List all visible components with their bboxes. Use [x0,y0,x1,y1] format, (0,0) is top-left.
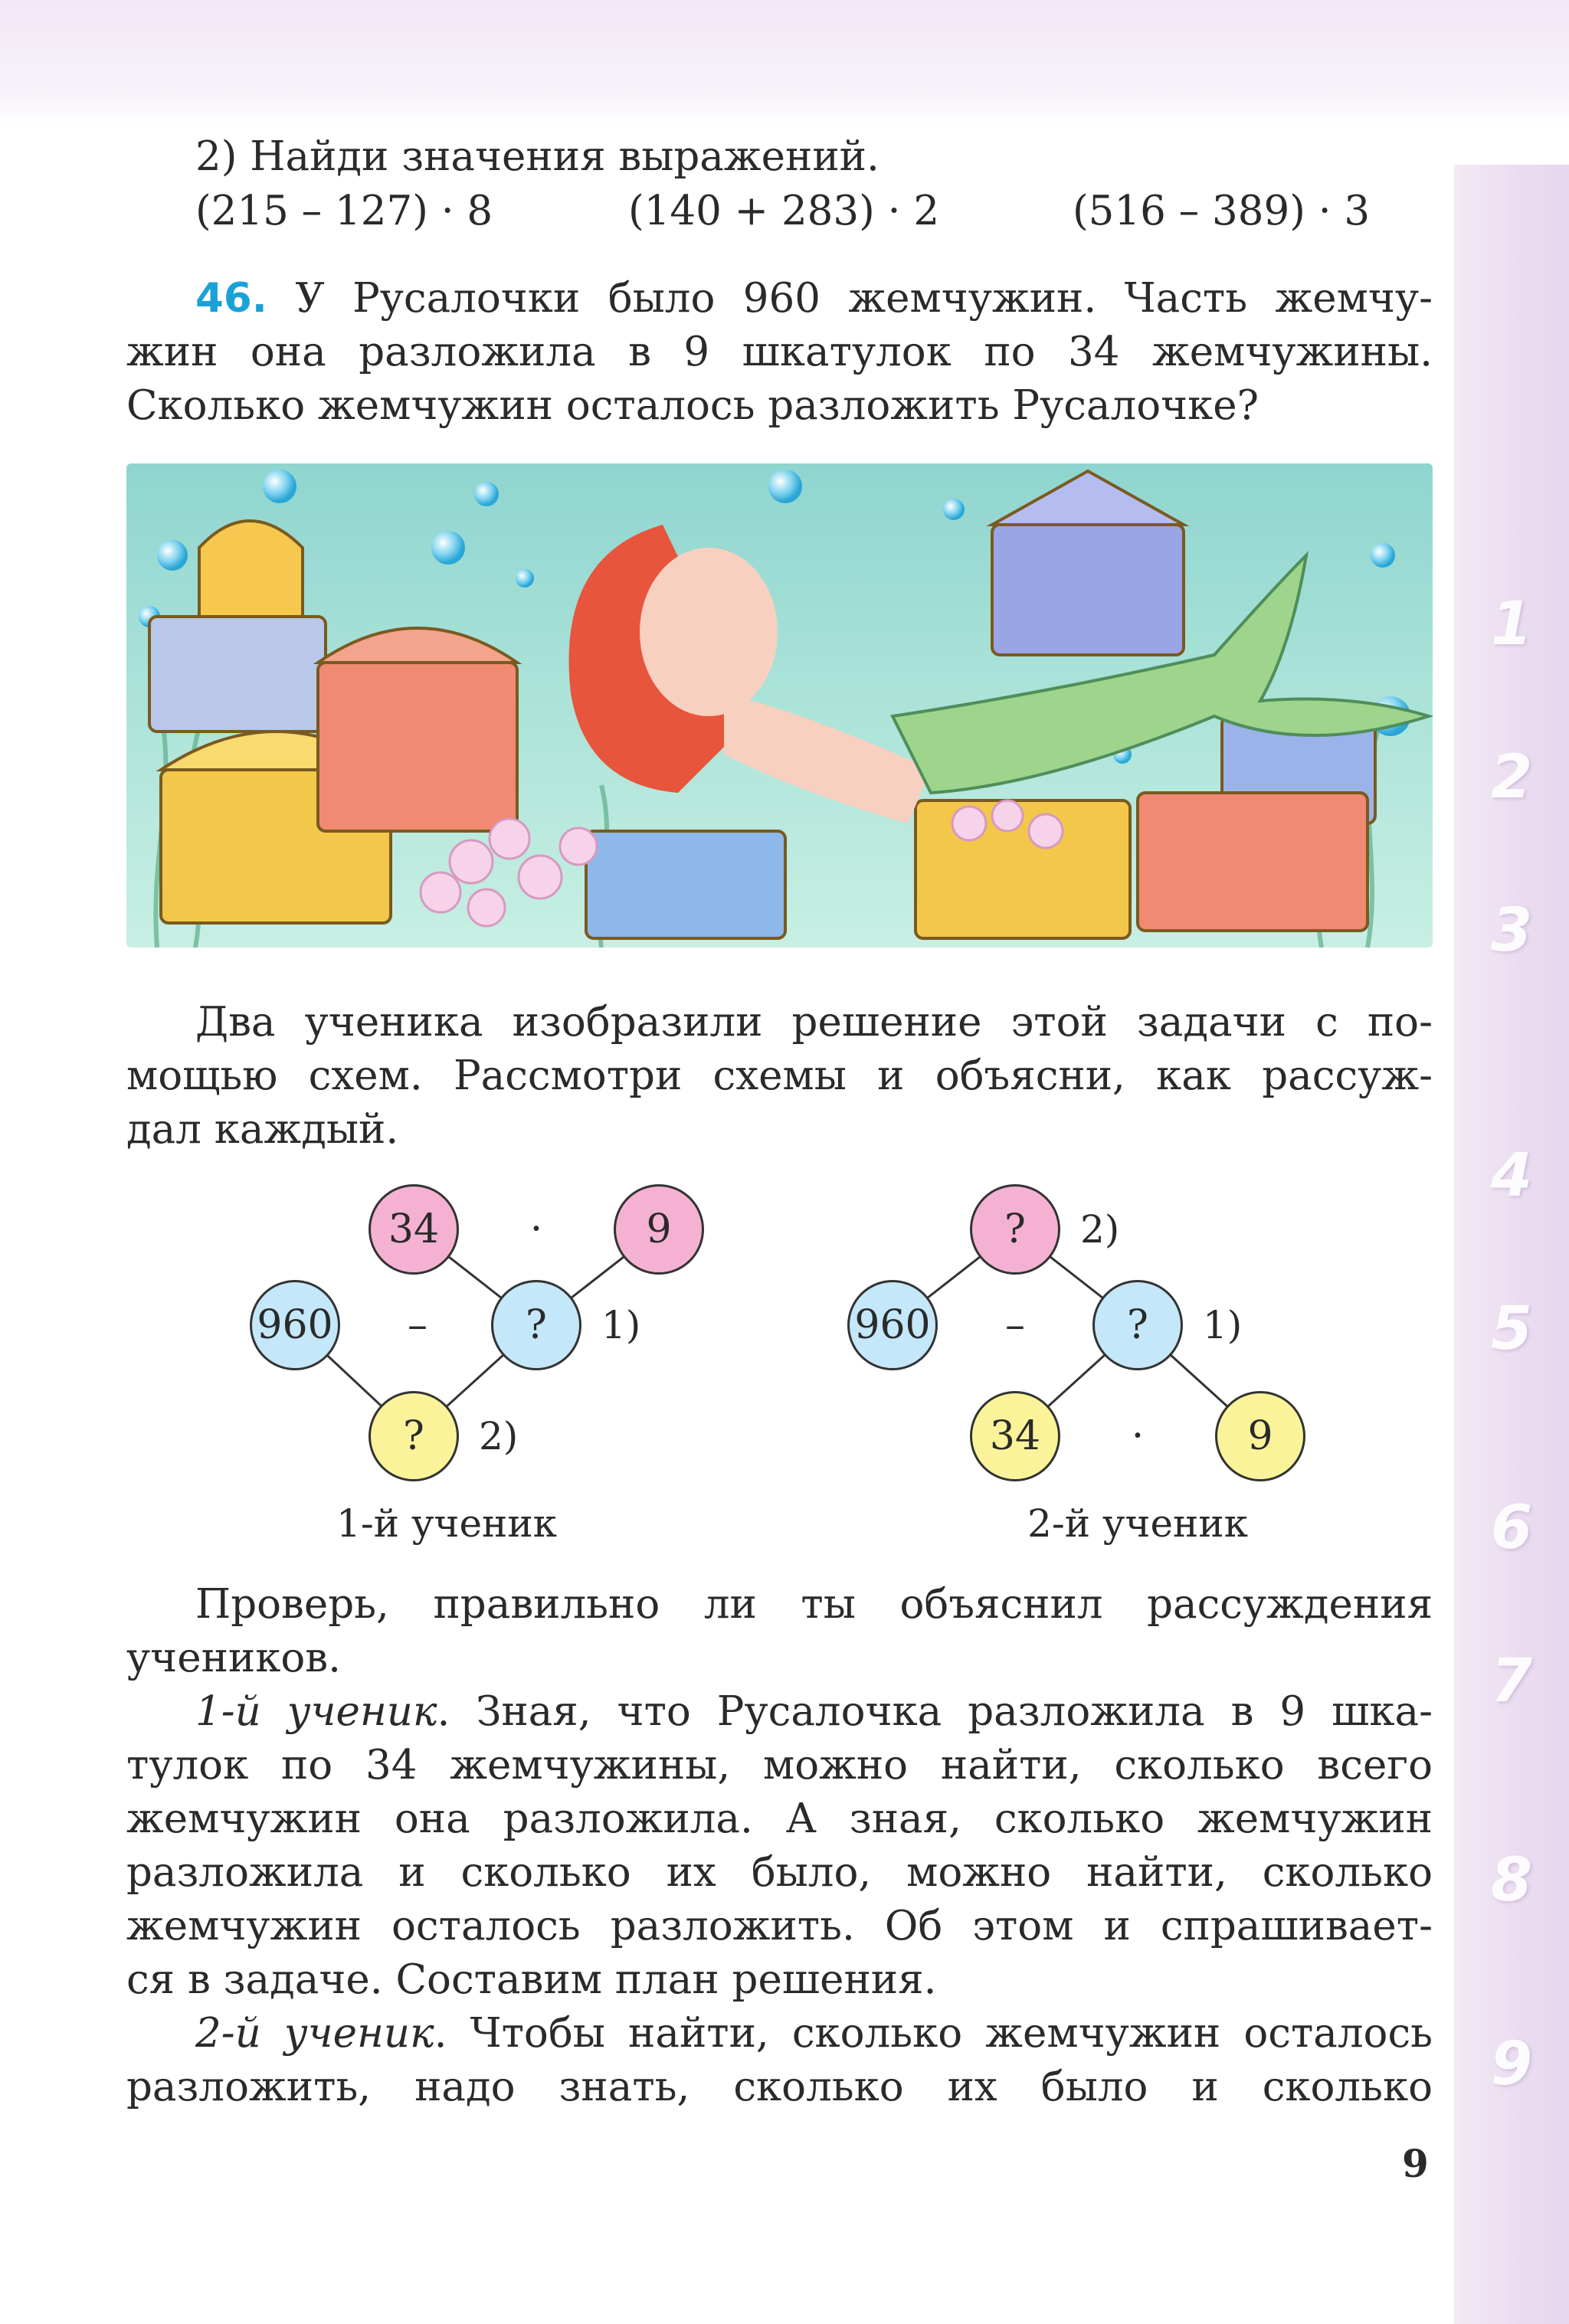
student-1-line-6: ся в задаче. Составим план решения. [126,1956,937,2003]
check-line-2: учеников. [126,1635,341,1681]
task-46-line-1 [126,272,1433,326]
scheme-1-node-34: 34 [369,1184,459,1275]
task-number: 46. [195,275,267,322]
task-line: 2) Найди значения выражений. [195,133,879,180]
intro-paragraph [126,996,1433,1157]
scheme-2-minus: – [1005,1302,1025,1348]
scheme-2-node-9: 9 [1215,1391,1305,1481]
scheme-2-node-34: 34 [970,1391,1060,1481]
chapter-tab-7[interactable]: 7 [1490,1647,1533,1716]
chapter-tab-strip [1454,165,1569,2324]
page-number: 9 [1402,2141,1429,2186]
scheme-2-node-unknown-1: ? [1092,1280,1183,1370]
scheme-1-node-unknown-2: ? [369,1391,459,1481]
mermaid-illustration [126,463,1433,948]
intro-line-3: дал каждый. [126,1106,399,1153]
task-46 [126,272,1433,433]
chapter-tab-4[interactable]: 4 [1490,1141,1533,1210]
student-1-first: . Зная, что Русалочка разложила в 9 шка- [437,1688,1433,1735]
check-line-1: Проверь, правильно ли ты объяснил рассуждения [195,1581,1433,1628]
scheme-1-step-1: 1) [601,1303,641,1347]
expression-2: (140 + 283) · 2 [628,188,940,234]
student-1-line-2: тулок по 34 жемчужины, можно найти, сколько всего [126,1742,1433,1789]
scheme-2-step-2: 2) [1080,1207,1120,1252]
chapter-tab-9[interactable]: 9 [1490,2030,1533,2099]
scheme-1-multiply: · [529,1206,543,1252]
explanations [126,1578,1433,2114]
chapter-tab-5[interactable]: 5 [1490,1295,1533,1363]
scheme-1-node-unknown-1: ? [491,1280,581,1370]
scheme-2-multiply: · [1131,1413,1145,1459]
student-2-first: . Чтобы найти, сколько жемчужин осталось [434,2010,1433,2057]
task-46-line-3: Сколько жемчужин осталось разложить Русалочке? [126,382,1259,429]
scheme-student-2 [827,1160,1379,1589]
student-1-line-5: жемчужин осталось разложить. Об этом и спрашивает- [126,1903,1433,1949]
scheme-1-node-960: 960 [250,1280,340,1370]
scheme-2-node-960: 960 [847,1280,938,1370]
student-2-line-2: разложить, надо знать, сколько их было и сколько [126,2064,1433,2110]
student-1-line-4: разложила и сколько их было, можно найти, сколько [126,1849,1433,1896]
intro-line-1: Два ученика изобразили решение этой задачи с по- [195,999,1433,1046]
scheme-2-node-unknown-top: ? [970,1184,1060,1275]
task-46-line-2: жин она разложила в 9 шкатулок по 34 жемчужины. [126,329,1433,375]
chapter-tab-6[interactable]: 6 [1490,1494,1533,1563]
header-band [0,0,1569,130]
chapter-tab-8[interactable]: 8 [1490,1846,1533,1915]
chapter-tab-2[interactable]: 2 [1490,743,1533,812]
scheme-2-caption: 2-й ученик [1027,1501,1248,1546]
student-2-label: 2-й ученик [195,2010,434,2057]
student-2-line-1 [126,2007,1433,2061]
task-46-text-1: У Русалочки было 960 жемчужин. Часть жемчу- [295,275,1433,322]
expression-1: (215 – 127) · 8 [195,188,493,234]
expression-3: (516 – 389) · 3 [1073,188,1371,234]
scheme-2-step-1: 1) [1203,1303,1243,1347]
scheme-1-step-2: 2) [479,1414,519,1458]
student-1-line-1 [126,1685,1433,1739]
scheme-1-node-9: 9 [614,1184,704,1275]
scheme-1-caption: 1-й ученик [336,1501,557,1546]
chapter-tab-1[interactable]: 1 [1490,590,1533,659]
scheme-student-1 [230,1160,781,1589]
chapter-tab-3[interactable]: 3 [1490,896,1533,965]
student-1-label: 1-й ученик [195,1688,437,1735]
student-1-line-3: жемчужин она разложила. А зная, сколько жемчужин [126,1795,1433,1842]
scheme-1-minus: – [408,1302,427,1348]
intro-line-2: мощью схем. Рассмотри схемы и объясни, как рассуж- [126,1052,1433,1099]
